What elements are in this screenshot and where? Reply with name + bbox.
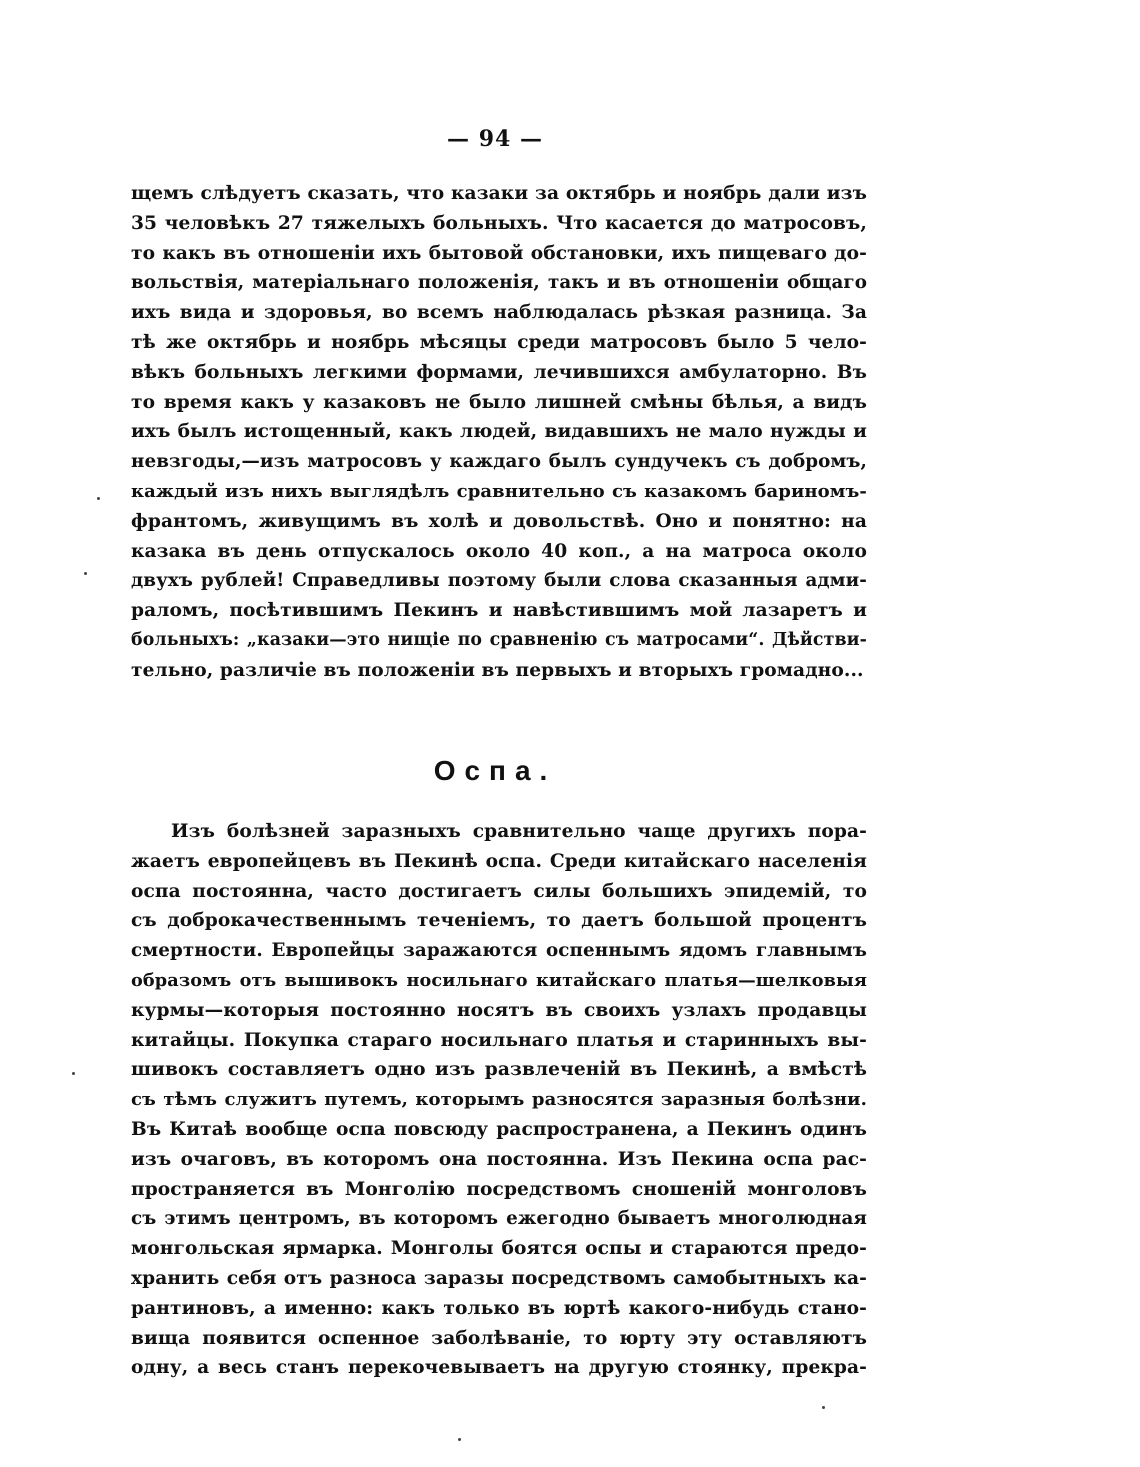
print-speck <box>72 1072 75 1075</box>
text-line: вѣкъ больныхъ легкими формами, лечившихся амбулаторно. Въ <box>131 361 867 383</box>
text-line: 35 человѣкъ 27 тяжелыхъ больныхъ. Что касается до матросовъ, <box>131 212 867 234</box>
print-speck <box>822 1406 825 1409</box>
text-line: изъ очаговъ, въ которомъ она постоянна. Изъ Пекина оспа рас- <box>131 1148 867 1170</box>
text-line: ихъ вида и здоровья, во всемъ наблюдалась рѣзкая разница. За <box>131 302 867 324</box>
text-line: больныхъ: „казаки—это нищіе по сравненію съ матросами“. Дѣйстви- <box>131 629 867 650</box>
text-line: монгольская ярмарка. Монголы боятся оспы и стараются предо- <box>131 1238 867 1260</box>
text-line: съ доброкачественнымъ теченіемъ, то даетъ большой процентъ <box>131 910 867 932</box>
text-line: вища появится оспенное заболѣваніе, то юрту эту оставляютъ <box>131 1327 867 1349</box>
text-line: пространяется въ Монголію посредствомъ сношеній монголовъ <box>131 1178 867 1200</box>
text-line: то какъ въ отношеніи ихъ бытовой обстановки, ихъ пищеваго до- <box>131 242 867 264</box>
text-line: раломъ, посѣтившимъ Пекинъ и навѣстившимъ мой лазаретъ и <box>131 600 867 622</box>
section-title: Оспа. <box>433 755 557 786</box>
text-line-indented: Изъ болѣзней заразныхъ сравнительно чаще другихъ пора- <box>171 821 867 842</box>
page-number: — 94 — <box>447 126 543 152</box>
text-line: съ этимъ центромъ, въ которомъ ежегодно бываетъ многолюдная <box>131 1208 867 1230</box>
text-line: Въ Китаѣ вообще оспа повсюду распространена, а Пекинъ одинъ <box>131 1118 867 1140</box>
text-line: хранить себя отъ разноса заразы посредствомъ самобытныхъ ка- <box>131 1267 867 1289</box>
paragraph-continuation <box>131 179 867 686</box>
text-line: рантиновъ, а именно: какъ только въ юртѣ какого-нибудь стано- <box>131 1297 867 1319</box>
text-line: смертности. Европейцы заражаются оспеннымъ ядомъ главнымъ <box>131 940 867 962</box>
text-line: тѣ же октябрь и ноябрь мѣсяцы среди матросовъ было 5 чело- <box>131 331 867 353</box>
text-line: щемъ слѣдуетъ сказать, что казаки за октябрь и ноябрь дали изъ <box>131 183 867 204</box>
print-speck <box>84 572 87 575</box>
text-line: ихъ былъ истощенный, какъ людей, видавшихъ не мало нужды и <box>131 421 867 443</box>
text-line: то время какъ у казаковъ не было лишней смѣны бѣлья, а видъ <box>131 391 867 413</box>
text-line: съ тѣмъ служитъ путемъ, которымъ разносятся заразныя болѣзни. <box>131 1089 867 1111</box>
paragraph-smallpox <box>131 817 867 1383</box>
text-line: курмы—которыя постоянно носятъ въ своихъ узлахъ продавцы <box>131 999 867 1021</box>
text-line: жаетъ европейцевъ въ Пекинѣ оспа. Среди китайскаго населенія <box>131 850 867 872</box>
text-line: вольствія, матеріальнаго положенія, такъ и въ отношеніи общаго <box>131 272 867 294</box>
text-line: одну, а весь станъ перекочевываетъ на другую стоянку, прекра- <box>131 1357 867 1379</box>
print-speck <box>97 497 100 500</box>
text-line: казака въ день отпускалось около 40 коп., а на матроса около <box>131 540 867 562</box>
text-line: тельно, различіе въ положеніи въ первыхъ и вторыхъ громадно... <box>131 659 864 681</box>
text-line: франтомъ, живущимъ въ холѣ и довольствѣ. Оно и понятно: на <box>131 510 867 532</box>
text-line: образомъ отъ вышивокъ носильнаго китайскаго платья—шелковыя <box>131 969 867 991</box>
text-line: невзгоды,—изъ матросовъ у каждаго былъ сундучекъ съ добромъ, <box>131 451 867 473</box>
text-line: китайцы. Покупка стараго носильнаго платья и старинныхъ вы- <box>131 1029 867 1051</box>
text-line: двухъ рублей! Справедливы поэтому были слова сказанныя адми- <box>131 570 867 592</box>
text-line: шивокъ составляетъ одно изъ развлеченій въ Пекинѣ, а вмѣстѣ <box>131 1059 867 1081</box>
text-line: оспа постоянна, часто достигаетъ силы большихъ эпидемій, то <box>131 880 867 902</box>
print-speck <box>458 1438 461 1441</box>
text-line: каждый изъ нихъ выглядѣлъ сравнительно съ казакомъ бариномъ- <box>131 480 867 502</box>
